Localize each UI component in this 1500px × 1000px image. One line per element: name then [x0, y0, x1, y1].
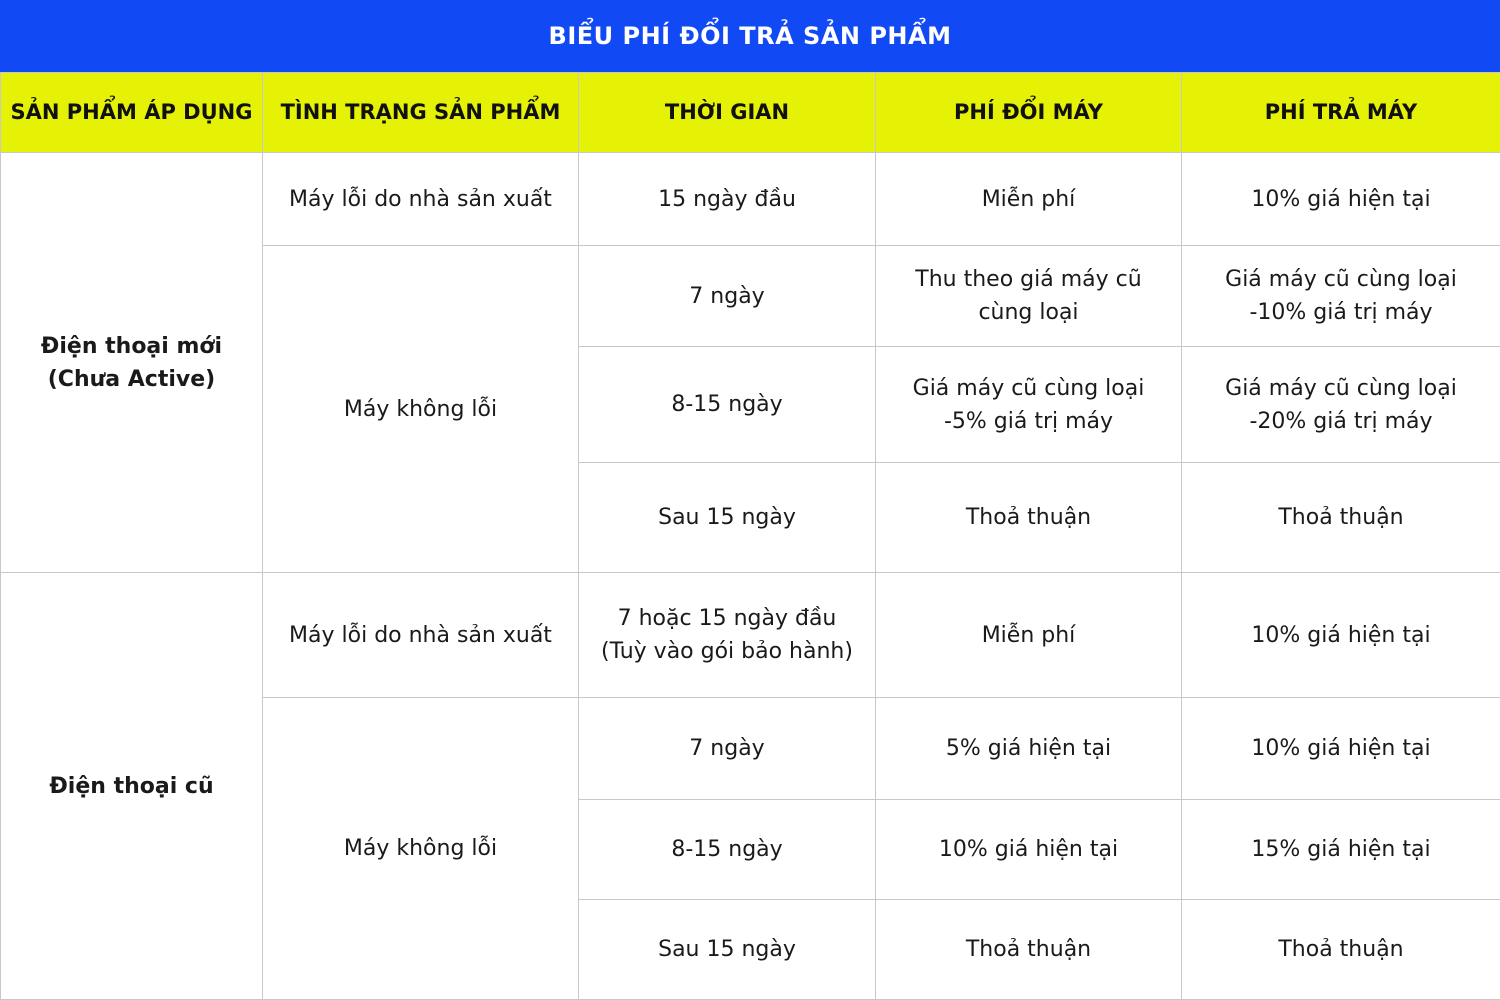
- return-fee-text: 10% giá hiện tại: [1251, 736, 1431, 761]
- time-cell: [579, 246, 876, 347]
- time-cell: [579, 347, 876, 463]
- header-product: SẢN PHẨM ÁP DỤNG: [1, 73, 263, 153]
- return-fee-cell: [1182, 800, 1500, 900]
- return-fee-cell: [1182, 698, 1500, 800]
- time-text: 8-15 ngày: [671, 392, 783, 417]
- time-text: 7 hoặc 15 ngày đầu: [617, 606, 837, 631]
- exchange-fee-cell: [876, 246, 1182, 347]
- exchange-fee-text: 5% giá hiện tại: [945, 736, 1112, 761]
- time-text: Sau 15 ngày: [658, 937, 796, 962]
- time-text: 7 ngày: [689, 283, 765, 309]
- return-fee-text-line2: -20% giá trị máy: [1249, 408, 1433, 434]
- exchange-fee-text: Miễn phí: [981, 186, 1076, 212]
- time-text: 8-15 ngày: [671, 837, 783, 862]
- return-fee-cell: [1182, 347, 1500, 463]
- time-text-line2: (Tuỳ vào gói bảo hành): [601, 639, 853, 664]
- return-fee-cell: [1182, 573, 1500, 698]
- exchange-fee-cell: [876, 900, 1182, 1000]
- return-fee-cell: [1182, 153, 1500, 246]
- table-row: [1, 573, 1500, 698]
- condition-cell: Máy không lỗi: [263, 246, 579, 573]
- return-fee-text: 10% giá hiện tại: [1251, 186, 1431, 212]
- time-cell: [579, 153, 876, 246]
- exchange-fee-cell: [876, 698, 1182, 800]
- table-row: [1, 153, 1500, 246]
- table-title: BIỂU PHÍ ĐỔI TRẢ SẢN PHẨM: [0, 0, 1500, 72]
- exchange-fee-text: 10% giá hiện tại: [938, 837, 1119, 862]
- time-text: 15 ngày đầu: [658, 186, 796, 212]
- product-label: Điện thoại cũ: [49, 773, 214, 799]
- condition-cell: Máy lỗi do nhà sản xuất: [263, 153, 579, 246]
- header-row: [1, 73, 1500, 153]
- return-fee-text: Thoả thuận: [1278, 505, 1404, 530]
- exchange-fee-text-line2: cùng loại: [978, 300, 1079, 325]
- exchange-fee-cell: [876, 463, 1182, 573]
- return-fee-text: Thoả thuận: [1278, 937, 1404, 962]
- time-cell: [579, 573, 876, 698]
- header-return-fee: PHÍ TRẢ MÁY: [1182, 73, 1500, 153]
- exchange-fee-text: Giá máy cũ cùng loại: [912, 375, 1145, 401]
- condition-cell: Máy lỗi do nhà sản xuất: [263, 573, 579, 698]
- product-label: Điện thoại mới: [40, 333, 223, 359]
- product-cell-used: [1, 573, 263, 1000]
- return-fee-text: Giá máy cũ cùng loại: [1225, 375, 1457, 401]
- header-condition: TÌNH TRẠNG SẢN PHẨM: [263, 73, 579, 153]
- exchange-fee-cell: [876, 153, 1182, 246]
- time-cell: [579, 900, 876, 1000]
- exchange-fee-cell: [876, 573, 1182, 698]
- time-text: Sau 15 ngày: [658, 505, 796, 530]
- exchange-fee-text-line2: -5% giá trị máy: [943, 408, 1114, 434]
- time-cell: [579, 698, 876, 800]
- return-fee-text-line2: -10% giá trị máy: [1249, 300, 1433, 325]
- time-cell: [579, 800, 876, 900]
- exchange-fee-text: Miễn phí: [981, 622, 1076, 648]
- exchange-fee-cell: [876, 347, 1182, 463]
- fee-table: [0, 72, 1500, 1000]
- return-fee-text: Giá máy cũ cùng loại: [1225, 267, 1457, 292]
- return-fee-text: 15% giá hiện tại: [1251, 837, 1431, 862]
- return-fee-cell: [1182, 463, 1500, 573]
- condition-cell: Máy không lỗi: [263, 698, 579, 1000]
- return-fee-cell: [1182, 246, 1500, 347]
- header-exchange-fee: PHÍ ĐỔI MÁY: [876, 73, 1182, 153]
- time-cell: [579, 463, 876, 573]
- product-sublabel: (Chưa Active): [47, 366, 216, 392]
- return-fee-text: 10% giá hiện tại: [1251, 622, 1431, 648]
- exchange-fee-text: Thoả thuận: [965, 937, 1092, 962]
- exchange-fee-cell: [876, 800, 1182, 900]
- exchange-fee-text: Thoả thuận: [965, 505, 1092, 530]
- header-time: THỜI GIAN: [579, 73, 876, 153]
- return-fee-cell: [1182, 900, 1500, 1000]
- exchange-fee-text: Thu theo giá máy cũ: [915, 267, 1142, 292]
- time-text: 7 ngày: [689, 736, 765, 761]
- product-cell-new: [1, 153, 263, 573]
